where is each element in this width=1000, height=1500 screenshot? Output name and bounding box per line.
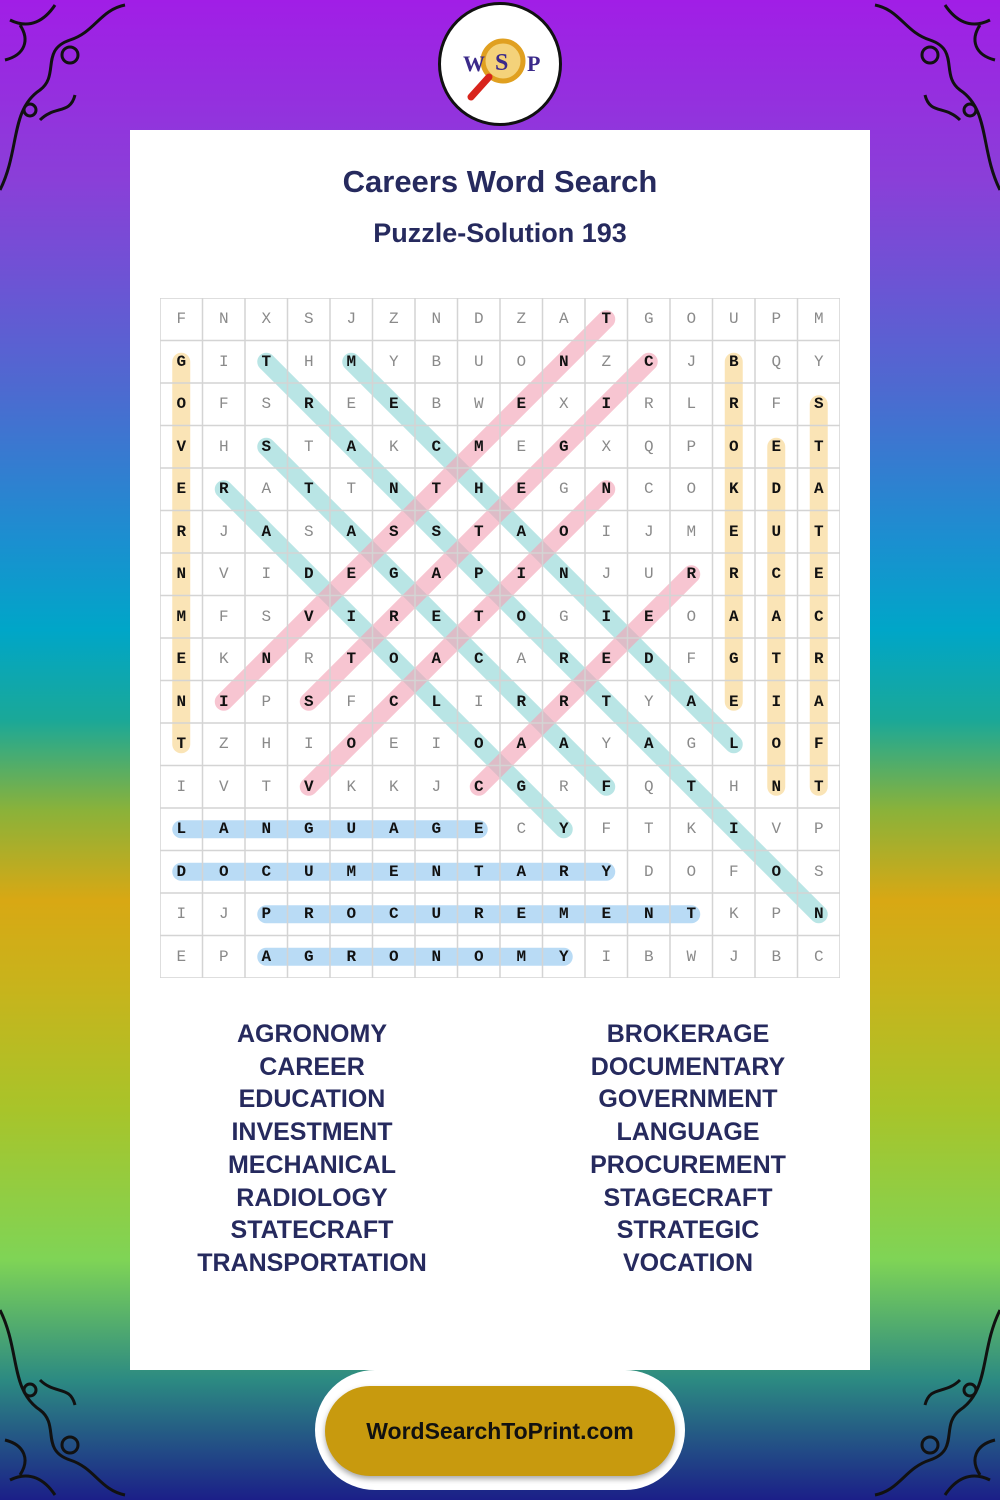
grid-cell: A — [516, 650, 527, 669]
grid-cell: A — [813, 480, 824, 499]
grid-cell: G — [728, 650, 739, 669]
grid-cell: F — [176, 310, 187, 329]
grid-cell: K — [388, 777, 399, 796]
grid-cell: G — [388, 565, 399, 584]
grid-cell: A — [771, 607, 782, 626]
grid-cell: P — [218, 947, 229, 966]
grid-cell: H — [218, 437, 229, 456]
word-list-right — [518, 1018, 858, 1280]
grid-cell: O — [346, 735, 357, 754]
grid-cell: T — [261, 777, 272, 796]
grid-cell: P — [686, 437, 697, 456]
grid-cell: E — [388, 395, 399, 414]
grid-cell: M — [558, 905, 569, 924]
grid-cell: K — [388, 437, 399, 456]
grid-cell: U — [643, 565, 654, 584]
word-list-item: PROCUREMENT — [590, 1150, 786, 1179]
grid-cell: R — [813, 650, 824, 669]
grid-cell: M — [346, 352, 357, 371]
grid-cell: F — [813, 735, 824, 754]
grid-cell: N — [558, 352, 569, 371]
grid-cell: I — [601, 522, 612, 541]
grid-cell: S — [261, 437, 272, 456]
grid-cell: T — [473, 607, 484, 626]
grid-cell: E — [601, 650, 612, 669]
grid-cell: V — [176, 437, 187, 456]
grid-cell: T — [176, 735, 187, 754]
puzzle-card — [130, 130, 870, 1370]
grid-cell: G — [303, 820, 314, 839]
grid-cell: O — [473, 947, 484, 966]
grid-cell: E — [771, 437, 782, 456]
grid-cell: S — [261, 607, 272, 626]
grid-cell: J — [218, 905, 229, 924]
grid-cell: A — [346, 522, 357, 541]
grid-cell: T — [813, 437, 824, 456]
grid-cell: O — [516, 352, 527, 371]
wsp-logo — [438, 2, 562, 126]
grid-cell: R — [728, 395, 739, 414]
grid-cell: Y — [813, 352, 824, 371]
grid-cell: T — [686, 905, 697, 924]
grid-cell: I — [771, 692, 782, 711]
grid-cell: E — [176, 480, 187, 499]
grid-cell: O — [728, 437, 739, 456]
grid-cell: K — [346, 777, 357, 796]
grid-cell: F — [601, 777, 612, 796]
grid-cell: N — [813, 905, 824, 924]
grid-cell: E — [346, 395, 357, 414]
grid-cell: L — [728, 735, 739, 754]
grid-cell: R — [303, 905, 314, 924]
grid-cell: K — [728, 905, 739, 924]
grid-cell: J — [218, 522, 229, 541]
grid-cell: P — [771, 310, 782, 329]
corner-flourish-bottom-right — [870, 1300, 1000, 1500]
grid-cell: S — [303, 522, 314, 541]
grid-cell: R — [558, 650, 569, 669]
page-title: Careers Word Search — [342, 164, 658, 199]
grid-cell: O — [771, 862, 782, 881]
grid-cell: E — [388, 862, 399, 881]
grid-cell: M — [516, 947, 527, 966]
grid-cell: J — [346, 310, 357, 329]
word-list-item: LANGUAGE — [616, 1118, 760, 1147]
grid-cell: U — [771, 522, 782, 541]
grid-cell: Y — [558, 947, 569, 966]
grid-cell: E — [176, 650, 187, 669]
grid-cell: Y — [601, 735, 612, 754]
website-label[interactable]: WordSearchToPrint.com — [325, 1386, 675, 1476]
grid-cell: L — [176, 820, 187, 839]
grid-cell: J — [728, 947, 739, 966]
grid-cell: F — [771, 395, 782, 414]
grid-cell: O — [686, 480, 697, 499]
grid-cell: E — [473, 820, 484, 839]
grid-cell: F — [218, 607, 229, 626]
word-list-item: AGRONOMY — [237, 1020, 387, 1048]
grid-cell: R — [643, 395, 654, 414]
grid-cell: N — [431, 862, 442, 881]
grid-cell: R — [558, 777, 569, 796]
word-list-item: TRANSPORTATION — [197, 1248, 427, 1277]
corner-flourish-bottom-left — [0, 1300, 130, 1500]
grid-cell: B — [771, 947, 782, 966]
grid-cell: Y — [388, 352, 399, 371]
grid-cell: E — [346, 565, 357, 584]
grid-cell: A — [516, 735, 527, 754]
grid-cell: R — [473, 905, 484, 924]
grid-cell: N — [771, 777, 782, 796]
grid-cell: O — [473, 735, 484, 754]
grid-cell: T — [261, 352, 272, 371]
grid-cell: D — [176, 862, 187, 881]
grid-cell: D — [643, 650, 654, 669]
corner-flourish-top-left — [0, 0, 130, 200]
grid-cell: A — [218, 820, 229, 839]
grid-cell: H — [473, 480, 484, 499]
grid-cell: T — [686, 777, 697, 796]
grid-cell: O — [516, 607, 527, 626]
grid-cell: X — [558, 395, 569, 414]
grid-cell: A — [346, 437, 357, 456]
grid-cell: N — [176, 692, 187, 711]
grid-cell: M — [686, 522, 697, 541]
grid-cell: P — [261, 905, 272, 924]
grid-cell: O — [558, 522, 569, 541]
grid-cell: Z — [516, 310, 527, 329]
logo-letter-s: S — [495, 50, 509, 76]
grid-cell: A — [558, 735, 569, 754]
grid-cell: B — [728, 352, 739, 371]
grid-cell: T — [346, 480, 357, 499]
grid-cell: G — [643, 310, 654, 329]
grid-cell: I — [473, 692, 484, 711]
grid-cell: Q — [643, 777, 654, 796]
grid-cell: G — [516, 777, 527, 796]
grid-cell: O — [176, 395, 187, 414]
grid-cell: Y — [643, 692, 654, 711]
grid-cell: E — [728, 692, 739, 711]
grid-cell: F — [601, 820, 612, 839]
grid-cell: Q — [771, 352, 782, 371]
grid-cell: E — [728, 522, 739, 541]
grid-cell: N — [388, 480, 399, 499]
grid-cell: X — [601, 437, 612, 456]
grid-cell: I — [346, 607, 357, 626]
word-list-item: RADIOLOGY — [236, 1183, 388, 1212]
grid-cell: T — [813, 777, 824, 796]
grid-cell: A — [643, 735, 654, 754]
page-subtitle: Puzzle-Solution 193 — [373, 218, 627, 248]
word-list-item: GOVERNMENT — [598, 1085, 778, 1114]
grid-cell: T — [601, 692, 612, 711]
grid-cell: O — [388, 650, 399, 669]
grid-cell: Z — [388, 310, 399, 329]
grid-cell: V — [218, 777, 229, 796]
grid-cell: T — [813, 522, 824, 541]
grid-cell: X — [261, 310, 272, 329]
grid-cell: E — [516, 905, 527, 924]
word-list-item: STRATEGIC — [616, 1216, 760, 1245]
grid-cell: A — [431, 565, 442, 584]
grid-cell: R — [176, 522, 187, 541]
grid-cell: A — [686, 692, 697, 711]
grid-cell: G — [431, 820, 442, 839]
grid-cell: Z — [601, 352, 612, 371]
grid-cell: A — [728, 607, 739, 626]
grid-cell: A — [431, 650, 442, 669]
grid-cell: E — [643, 607, 654, 626]
corner-flourish-top-right — [870, 0, 1000, 200]
grid-cell: B — [431, 395, 442, 414]
grid-cell: G — [558, 480, 569, 499]
grid-cell: N — [431, 947, 442, 966]
grid-cell: S — [431, 522, 442, 541]
grid-cell: T — [473, 862, 484, 881]
grid-cell: C — [473, 777, 484, 796]
grid-cell: E — [388, 735, 399, 754]
grid-cell: I — [516, 565, 527, 584]
logo-letter-w: W — [463, 51, 485, 76]
grid-cell: T — [431, 480, 442, 499]
grid-cell: Z — [218, 735, 229, 754]
grid-cell: V — [771, 820, 782, 839]
grid-cell: N — [261, 820, 272, 839]
grid-cell: C — [643, 352, 654, 371]
grid-cell: R — [388, 607, 399, 626]
grid-cell: G — [558, 607, 569, 626]
grid-cell: J — [601, 565, 612, 584]
grid-cell: M — [176, 607, 187, 626]
grid-cell: R — [558, 862, 569, 881]
grid-cell: I — [176, 905, 187, 924]
grid-cell: S — [303, 692, 314, 711]
grid-cell: C — [473, 650, 484, 669]
grid-cell: A — [388, 820, 399, 839]
grid-cell: R — [303, 650, 314, 669]
grid-cell: N — [431, 310, 442, 329]
grid-cell: I — [728, 820, 739, 839]
grid-cell: E — [601, 905, 612, 924]
grid-cell: S — [813, 395, 824, 414]
grid-cell: N — [218, 310, 229, 329]
grid-cell: C — [431, 437, 442, 456]
word-list-item: STATECRAFT — [230, 1216, 394, 1245]
grid-cell: I — [218, 352, 229, 371]
grid-cell: I — [601, 947, 612, 966]
grid-cell: A — [813, 692, 824, 711]
grid-cell: O — [388, 947, 399, 966]
grid-cell: C — [643, 480, 654, 499]
grid-cell: M — [346, 862, 357, 881]
grid-cell: I — [261, 565, 272, 584]
word-list-item: EDUCATION — [238, 1085, 386, 1114]
grid-cell: T — [303, 437, 314, 456]
grid-cell: F — [728, 862, 739, 881]
grid-cell: A — [261, 522, 272, 541]
grid-cell: E — [516, 437, 527, 456]
grid-cell: J — [431, 777, 442, 796]
grid-cell: O — [346, 905, 357, 924]
grid-cell: F — [218, 395, 229, 414]
grid-cell: V — [218, 565, 229, 584]
grid-cell: L — [686, 395, 697, 414]
grid-cell: K — [686, 820, 697, 839]
grid-cell: A — [516, 862, 527, 881]
grid-cell: S — [303, 310, 314, 329]
grid-cell: C — [516, 820, 527, 839]
word-list-left — [142, 1018, 482, 1280]
grid-cell: C — [388, 692, 399, 711]
grid-cell: T — [771, 650, 782, 669]
grid-cell: G — [686, 735, 697, 754]
grid-cell: S — [261, 395, 272, 414]
grid-cell: V — [303, 777, 314, 796]
grid-cell: P — [813, 820, 824, 839]
grid-cell: F — [686, 650, 697, 669]
grid-cell: H — [261, 735, 272, 754]
grid-cell: H — [303, 352, 314, 371]
grid-cell: N — [176, 565, 187, 584]
grid-cell: S — [388, 522, 399, 541]
website-banner[interactable] — [315, 1370, 685, 1490]
grid-cell: R — [558, 692, 569, 711]
grid-cell: W — [473, 395, 484, 414]
grid-cell: G — [303, 947, 314, 966]
grid-cell: A — [558, 310, 569, 329]
word-list-item: INVESTMENT — [231, 1118, 393, 1147]
grid-cell: W — [686, 947, 697, 966]
grid-cell: D — [473, 310, 484, 329]
grid-cell: E — [431, 607, 442, 626]
grid-cell: C — [813, 947, 824, 966]
grid-cell: R — [686, 565, 697, 584]
grid-cell: O — [218, 862, 229, 881]
grid-cell: U — [473, 352, 484, 371]
grid-cell: P — [473, 565, 484, 584]
grid-cell: R — [218, 480, 229, 499]
grid-cell: C — [771, 565, 782, 584]
grid-cell: H — [728, 777, 739, 796]
grid-cell: U — [431, 905, 442, 924]
grid-cell: A — [261, 480, 272, 499]
grid-cell: T — [473, 522, 484, 541]
grid-cell: N — [601, 480, 612, 499]
word-list-item: MECHANICAL — [227, 1150, 397, 1179]
grid-cell: R — [516, 692, 527, 711]
grid-cell: M — [473, 437, 484, 456]
grid-cell: K — [218, 650, 229, 669]
grid-cell: F — [346, 692, 357, 711]
grid-cell: I — [431, 735, 442, 754]
word-list-item: CAREER — [259, 1052, 365, 1081]
grid-cell: T — [601, 310, 612, 329]
grid-cell: I — [176, 777, 187, 796]
grid-cell: G — [176, 352, 187, 371]
grid-cell: C — [813, 607, 824, 626]
grid-cell: E — [813, 565, 824, 584]
grid-cell: G — [558, 437, 569, 456]
grid-cell: E — [176, 947, 187, 966]
grid-cell: T — [303, 480, 314, 499]
grid-cell: B — [431, 352, 442, 371]
grid-cell: C — [388, 905, 399, 924]
logo-letter-p: P — [527, 51, 541, 76]
word-list-item: BROKERAGE — [606, 1020, 770, 1048]
grid-cell: N — [558, 565, 569, 584]
grid-cell: I — [601, 607, 612, 626]
grid-cell: I — [601, 395, 612, 414]
grid-cell: E — [516, 480, 527, 499]
grid-cell: E — [516, 395, 527, 414]
grid-cell: N — [643, 905, 654, 924]
grid-cell: I — [218, 692, 229, 711]
word-list-item: DOCUMENTARY — [590, 1052, 786, 1081]
grid-cell: A — [516, 522, 527, 541]
grid-cell: R — [728, 565, 739, 584]
grid-cell: M — [813, 310, 824, 329]
grid-cell: K — [728, 480, 739, 499]
word-search-grid — [160, 298, 840, 978]
grid-cell: S — [813, 862, 824, 881]
grid-cell: U — [303, 862, 314, 881]
grid-cell: Y — [558, 820, 569, 839]
grid-cell: L — [431, 692, 442, 711]
grid-cell: O — [686, 862, 697, 881]
grid-cell: P — [261, 692, 272, 711]
grid-cell: O — [686, 607, 697, 626]
grid-cell: Y — [601, 862, 612, 881]
grid-cell: Q — [643, 437, 654, 456]
grid-cell: J — [686, 352, 697, 371]
grid-cell: D — [771, 480, 782, 499]
grid-cell: J — [643, 522, 654, 541]
grid-cell: R — [346, 947, 357, 966]
grid-cell: I — [303, 735, 314, 754]
grid-cell: O — [771, 735, 782, 754]
grid-cell: C — [261, 862, 272, 881]
grid-cell: B — [643, 947, 654, 966]
grid-cell: T — [346, 650, 357, 669]
grid-cell: D — [643, 862, 654, 881]
word-list-item: VOCATION — [622, 1248, 754, 1277]
grid-cell: P — [771, 905, 782, 924]
grid-cell: U — [728, 310, 739, 329]
grid-cell: N — [261, 650, 272, 669]
grid-cell: V — [303, 607, 314, 626]
grid-cell: A — [261, 947, 272, 966]
grid-cell: R — [303, 395, 314, 414]
word-list-item: STAGECRAFT — [603, 1183, 773, 1212]
grid-cell: O — [686, 310, 697, 329]
grid-cell: D — [303, 565, 314, 584]
grid-cell: T — [643, 820, 654, 839]
grid-cell: U — [346, 820, 357, 839]
